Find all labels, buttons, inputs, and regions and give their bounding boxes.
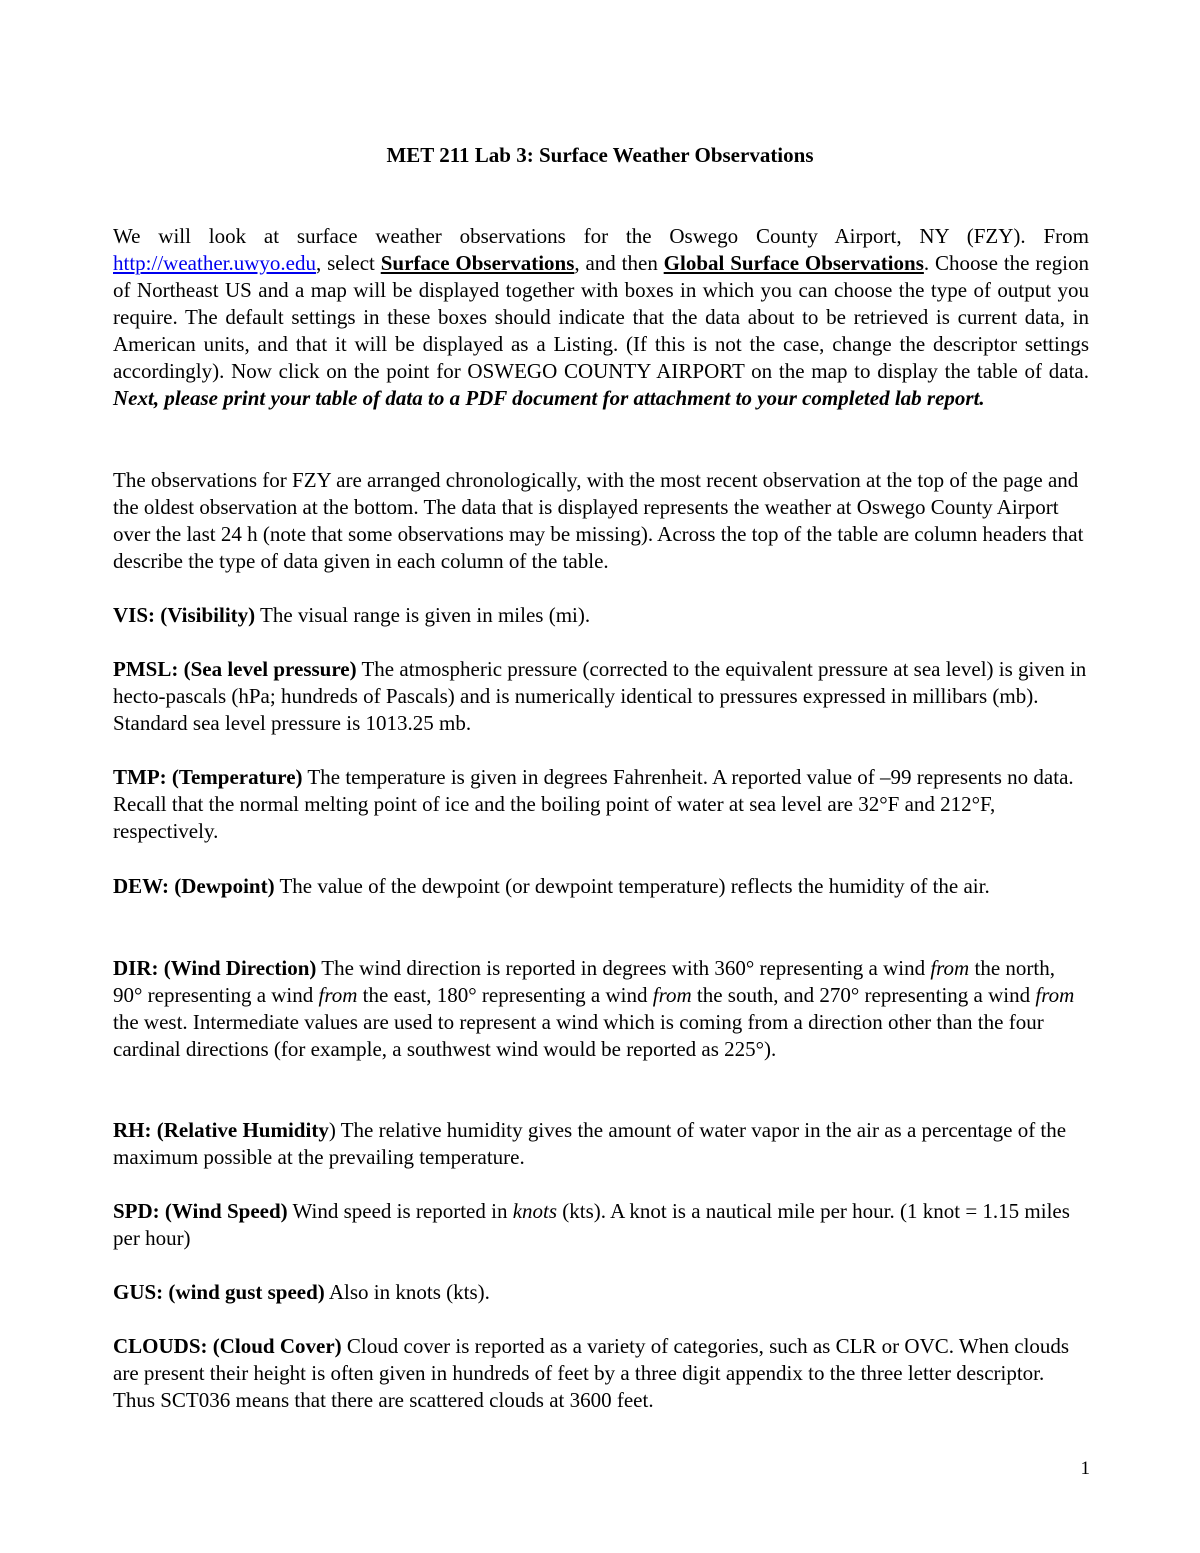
- dir-from-4: from: [1035, 983, 1075, 1007]
- intro-text-1: We will look at surface weather observations for the Oswego County Airport, NY (FZY). From: [113, 224, 1089, 248]
- page-title: MET 211 Lab 3: Surface Weather Observations: [386, 143, 814, 167]
- page-number: 1: [1080, 1458, 1090, 1479]
- clouds-label: CLOUDS: (Cloud Cover): [113, 1334, 342, 1358]
- spd-text-2: (kts). A knot is a nautical mile per hour. (1 knot = 1.15 miles per hour): [113, 1199, 1070, 1250]
- vis-definition: [113, 602, 1089, 629]
- gus-label: GUS: (wind gust speed): [113, 1280, 325, 1304]
- rh-label-prefix: RH: (: [113, 1118, 164, 1142]
- dir-text-2: the north, 90° representing a wind: [113, 956, 1055, 1007]
- rh-paren: ): [328, 1118, 336, 1142]
- intro-paragraph: [113, 223, 1089, 412]
- dir-text-5: the west. Intermediate values are used to represent a wind which is coming from a direction other than the four cardinal directions (for example, a southwest wind would be reported as 225°).: [113, 1010, 1044, 1061]
- dir-from-3: from: [652, 983, 692, 1007]
- dir-text-3: the east, 180° representing a wind: [357, 983, 653, 1007]
- pmsl-text: The atmospheric pressure (corrected to the equivalent pressure at sea level) is given in hecto-pascals (hPa; hundreds of Pascals) and is numerically identical to pressures expressed in millibars (mb). Standard sea level pressure is 1013.25 mb.: [113, 657, 1087, 735]
- spd-definition: [113, 1198, 1089, 1252]
- spd-knots: knots: [512, 1199, 558, 1223]
- surface-observations-term: Surface Observations: [380, 251, 575, 275]
- intro-text-4: . Choose the region of Northeast US and a map will be displayed together with boxes in which you can choose the type of output you require. The default settings in these boxes should indicate that the data about to be retrieved is current data, in American units, and that it will be displayed as a Listing. (If this is not the case, change the descriptor settings accordingly). Now click on the point for OSWEGO COUNTY AIRPORT on the map to display the table of data.: [113, 251, 1089, 383]
- tmp-text: The temperature is given in degrees Fahrenheit. A reported value of –99 represents no data. Recall that the normal melting point of ice and the boiling point of water at sea level are 32°F and 212°F, respectively.: [113, 765, 1074, 843]
- dir-from-1: from: [930, 956, 970, 980]
- gus-text: Also in knots (kts).: [324, 1280, 490, 1304]
- dew-text: The value of the dewpoint (or dewpoint temperature) reflects the humidity of the air.: [274, 874, 990, 898]
- tmp-label: TMP: (Temperature): [113, 765, 303, 789]
- gus-definition: [113, 1279, 1089, 1306]
- dir-text-1: The wind direction is reported in degrees with 360° representing a wind: [316, 956, 931, 980]
- dir-from-2: from: [318, 983, 358, 1007]
- pmsl-label: PMSL: (Sea level pressure): [113, 657, 357, 681]
- pmsl-definition: [113, 656, 1089, 737]
- vis-text: The visual range is given in miles (mi).: [255, 603, 591, 627]
- global-surface-observations-term: Global Surface Observations: [663, 251, 924, 275]
- intro-text-2: , select: [315, 251, 381, 275]
- vis-label: VIS: (Visibility): [113, 603, 256, 627]
- dir-label: DIR: (Wind Direction): [113, 956, 317, 980]
- spd-label: SPD: (Wind Speed): [113, 1199, 288, 1223]
- weather-uwyo-link[interactable]: http://weather.uwyo.edu: [113, 251, 316, 275]
- dir-definition: [113, 955, 1089, 1063]
- dew-definition: [113, 873, 1089, 900]
- spd-text-1: Wind speed is reported in: [287, 1199, 513, 1223]
- intro-text-3: , and then: [574, 251, 664, 275]
- clouds-text: Cloud cover is reported as a variety of categories, such as CLR or OVC. When clouds are present their height is often given in hundreds of feet by a three digit appendix to the three letter descriptor. Thus SCT036 means that there are scattered clouds at 3600 feet.: [113, 1334, 1070, 1412]
- dir-text-4: the south, and 270° representing a wind: [691, 983, 1036, 1007]
- rh-text: The relative humidity gives the amount of water vapor in the air as a percentage of the maximum possible at the prevailing temperature.: [113, 1118, 1067, 1169]
- rh-definition: [113, 1117, 1089, 1171]
- tmp-definition: [113, 764, 1089, 845]
- observations-paragraph: The observations for FZY are arranged chronologically, with the most recent observation at the top of the page and the oldest observation at the bottom. The data that is displayed represents the weather at Oswego County Airport over the last 24 h (note that some observations may be missing). Across the top of the table are column headers that describe the type of data given in each column of the table.: [113, 468, 1084, 573]
- dew-label: DEW: (Dewpoint): [113, 874, 275, 898]
- rh-label: Relative Humidity: [163, 1118, 329, 1142]
- clouds-definition: [113, 1333, 1089, 1414]
- print-instruction: Next, please print your table of data to a PDF document for attachment to your completed lab report.: [113, 386, 985, 410]
